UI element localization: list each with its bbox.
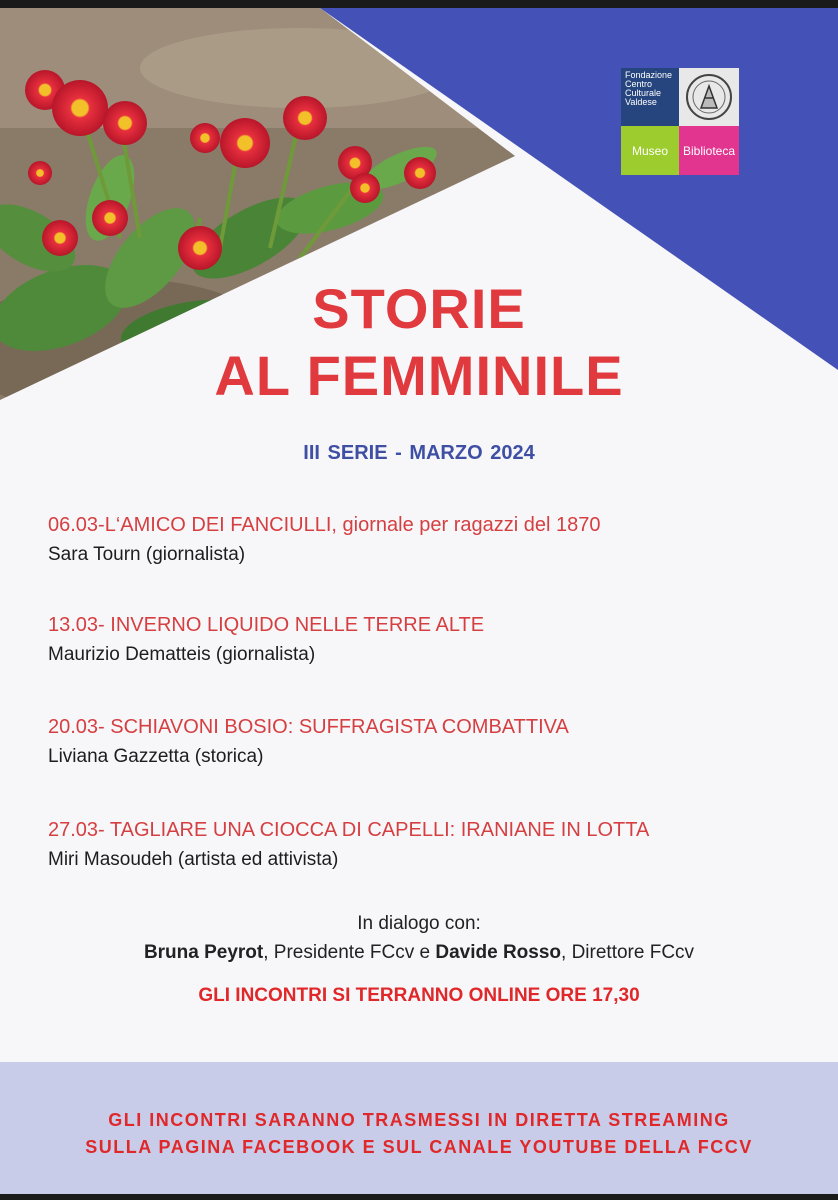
page-title-line2: AL FEMMINILE	[214, 344, 624, 407]
logo-foundation-block	[621, 68, 679, 126]
event-title: 13.03- INVERNO LIQUIDO NELLE TERRE ALTE	[48, 614, 485, 636]
event-title: 27.03- TAGLIARE UNA CIOCCA DI CAPELLI: IRANIANE IN LOTTA	[48, 819, 650, 841]
fccv-logo	[621, 68, 739, 175]
dialog-intro: In dialogo con:	[357, 913, 481, 934]
logo-text-line: Fondazione	[625, 70, 673, 80]
event-item	[48, 612, 808, 668]
logo-text-line: Valdese	[625, 97, 657, 107]
dialog-role1: , Presidente FCcv e	[263, 942, 436, 963]
logo-museo-block: Museo	[621, 126, 679, 175]
logo-biblioteca-block: Biblioteca	[679, 126, 739, 175]
page-title-line1: STORIE	[312, 277, 526, 340]
footer-line1: GLI INCONTRI SARANNO TRASMESSI IN DIRETTA STREAMING	[108, 1110, 730, 1130]
footer-line2: SULLA PAGINA FACEBOOK E SUL CANALE YOUTUBE DELLA FCCV	[85, 1137, 753, 1157]
event-item	[48, 512, 808, 568]
footer-banner	[0, 1062, 838, 1194]
event-title: 20.03- SCHIAVONI BOSIO: SUFFRAGISTA COMBATTIVA	[48, 716, 569, 738]
event-speaker: Miri Masoudeh (artista ed attivista)	[48, 849, 339, 870]
online-notice: GLI INCONTRI SI TERRANNO ONLINE ORE 17,30	[198, 985, 640, 1006]
dialog-person2: Davide Rosso	[435, 942, 562, 963]
event-speaker: Liviana Gazzetta (storica)	[48, 746, 264, 767]
event-item	[48, 817, 808, 873]
dialog-people	[0, 942, 838, 964]
event-title: 06.03-L‘AMICO DEI FANCIULLI, giornale per ragazzi del 1870	[48, 514, 601, 536]
event-speaker: Sara Tourn (giornalista)	[48, 544, 246, 565]
poster	[0, 8, 838, 1194]
event-speaker: Maurizio Dematteis (giornalista)	[48, 644, 316, 665]
dialog-person1: Bruna Peyrot	[143, 942, 264, 963]
dialog-role2: , Direttore FCcv	[561, 942, 695, 963]
series-subtitle: III SERIE - MARZO 2024	[303, 442, 535, 464]
logo-text-line: Culturale	[625, 88, 662, 98]
logo-text-line: Centro	[625, 79, 653, 89]
event-item	[48, 714, 808, 770]
logo-engraving-icon	[679, 68, 739, 126]
